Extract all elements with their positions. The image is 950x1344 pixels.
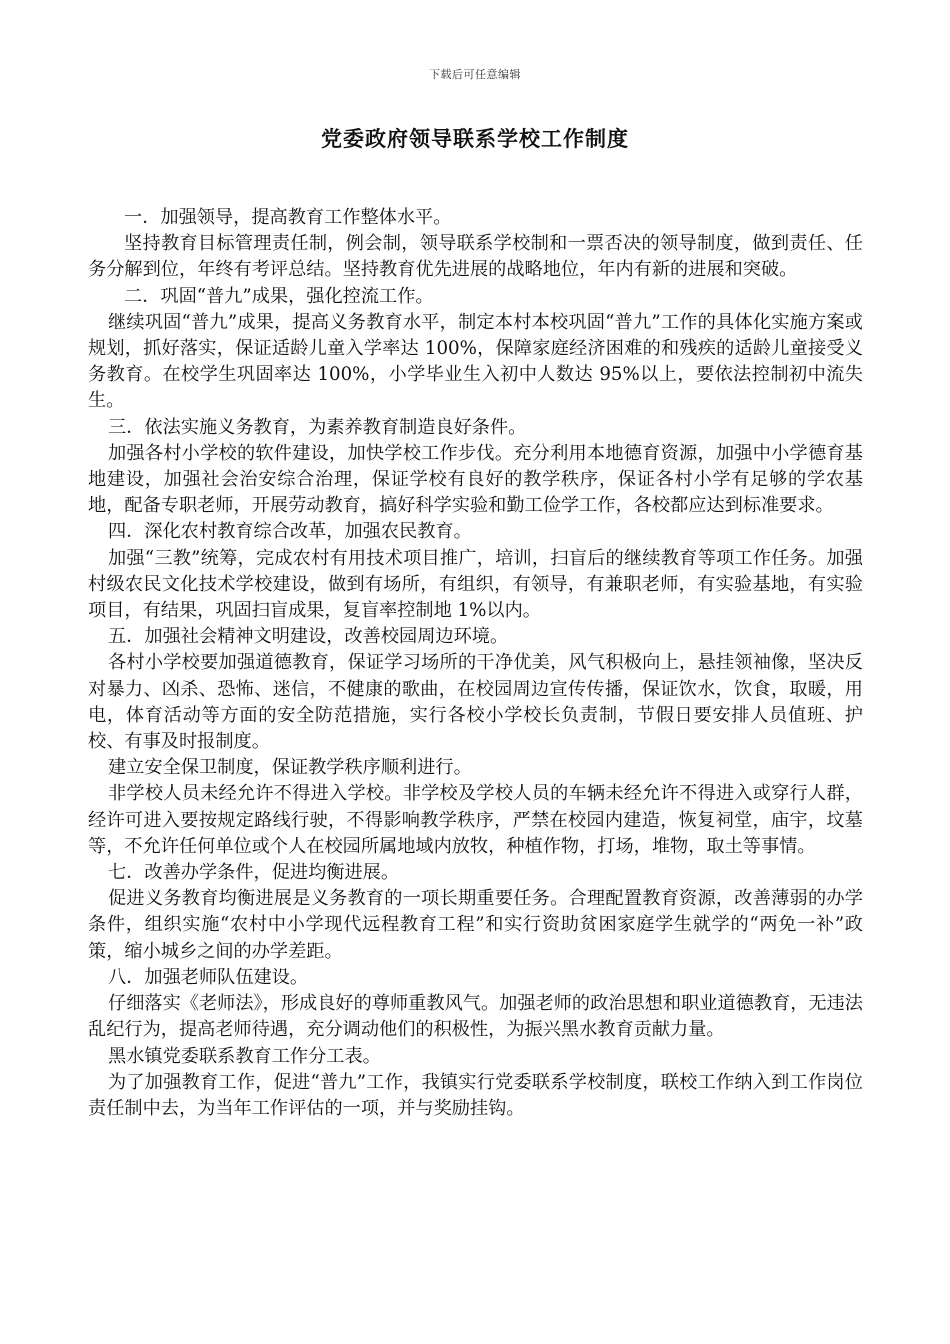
paragraph: 各村小学校要加强道德教育，保证学习场所的干净优美，风气积极向上，悬挂领袖像，坚决反对暴力、凶杀、恐怖、迷信，不健康的歌曲，在校园周边宣传传播，保证饮水，饮食，取暖，用电，体育活动等方面的安全防范措施，实行各校小学校长负责制，节假日要安排人员值班、护校、有事及时报制度。 bbox=[88, 652, 863, 753]
paragraph: 为了加强教育工作，促进“普九”工作，我镇实行党委联系学校制度，联校工作纳入到工作岗位责任制中去，为当年工作评估的一项，并与奖励挂钩。 bbox=[88, 1071, 863, 1119]
paragraph: 仔细落实《老师法》，形成良好的尊师重教风气。加强老师的政治思想和职业道德教育，无违法乱纪行为，提高老师待遇，充分调动他们的积极性，为振兴黑水教育贡献力量。 bbox=[88, 993, 863, 1041]
paragraph: 促进义务教育均衡进展是义务教育的一项长期重要任务。合理配置教育资源，改善薄弱的办学条件，组织实施“农村中小学现代远程教育工程”和实行资助贫困家庭学生就学的“两免一补”政策，缩小城乡之间的办学差距。 bbox=[88, 888, 863, 962]
paragraph: 五．加强社会精神文明建设，改善校园周边环境。 bbox=[108, 626, 509, 648]
paragraph: 一．加强领导，提高教育工作整体水平。 bbox=[124, 207, 452, 228]
paragraph: 四．深化农村教育综合改革，加强农民教育。 bbox=[108, 521, 472, 543]
document-body bbox=[88, 205, 863, 1122]
document-title: 党委政府领导联系学校工作制度 bbox=[321, 126, 629, 151]
paragraph: 八．加强老师队伍建设。 bbox=[108, 966, 309, 988]
paragraph: 三．依法实施义务教育，为素养教育制造良好条件。 bbox=[108, 416, 527, 438]
paragraph: 加强“三教”统筹，完成农村有用技术项目推广，培训，扫盲后的继续教育等项工作任务。加强村级农民文化技术学校建设，做到有场所，有组织，有领导，有兼职老师，有实验基地，有实验项目，有结果，巩固扫盲成果，复盲率控制地 1%以内。 bbox=[88, 547, 863, 622]
paragraph: 二．巩固“普九”成果，强化控流工作。 bbox=[124, 285, 434, 307]
paragraph: 坚持教育目标管理责任制，例会制，领导联系学校制和一票否决的领导制度，做到责任、任务分解到位，年终有考评总结。坚持教育优先进展的战略地位，年内有新的进展和突破。 bbox=[88, 233, 863, 281]
header-note: 下载后可任意编辑 bbox=[429, 68, 521, 81]
paragraph: 七．改善办学条件，促进均衡进展。 bbox=[108, 862, 400, 884]
paragraph: 继续巩固“普九”成果，提高义务教育水平，制定本村本校巩固“普九”工作的具体化实施方案或规划，抓好落实，保证适龄儿童入学率达 100%，保障家庭经济困难的和残疾的适龄儿童接受义务教育。在校学生巩固率达 100%，小学毕业生入初中人数达 95%以上，要依法控制初中流失生。 bbox=[88, 311, 863, 412]
paragraph: 建立安全保卫制度，保证教学秩序顺利进行。 bbox=[108, 757, 472, 779]
paragraph: 黑水镇党委联系教育工作分工表。 bbox=[108, 1045, 381, 1067]
paragraph: 非学校人员未经允许不得进入学校。非学校及学校人员的车辆未经允许不得进入或穿行人群，经许可进入要按规定路线行驶，不得影响教学秩序，严禁在校园内建造，恢复祠堂，庙宇，坟墓等，不允许任何单位或个人在校园所属地域内放牧，种植作物，打场，堆物，取土等事情。 bbox=[88, 783, 863, 857]
paragraph: 加强各村小学校的软件建设，加快学校工作步伐。充分利用本地德育资源，加强中小学德育基地建设，加强社会治安综合治理，保证学校有良好的教学秩序，保证各村小学有足够的学农基地，配备专职老师，开展劳动教育，搞好科学实验和勤工俭学工作，各校都应达到标准要求。 bbox=[88, 442, 863, 517]
